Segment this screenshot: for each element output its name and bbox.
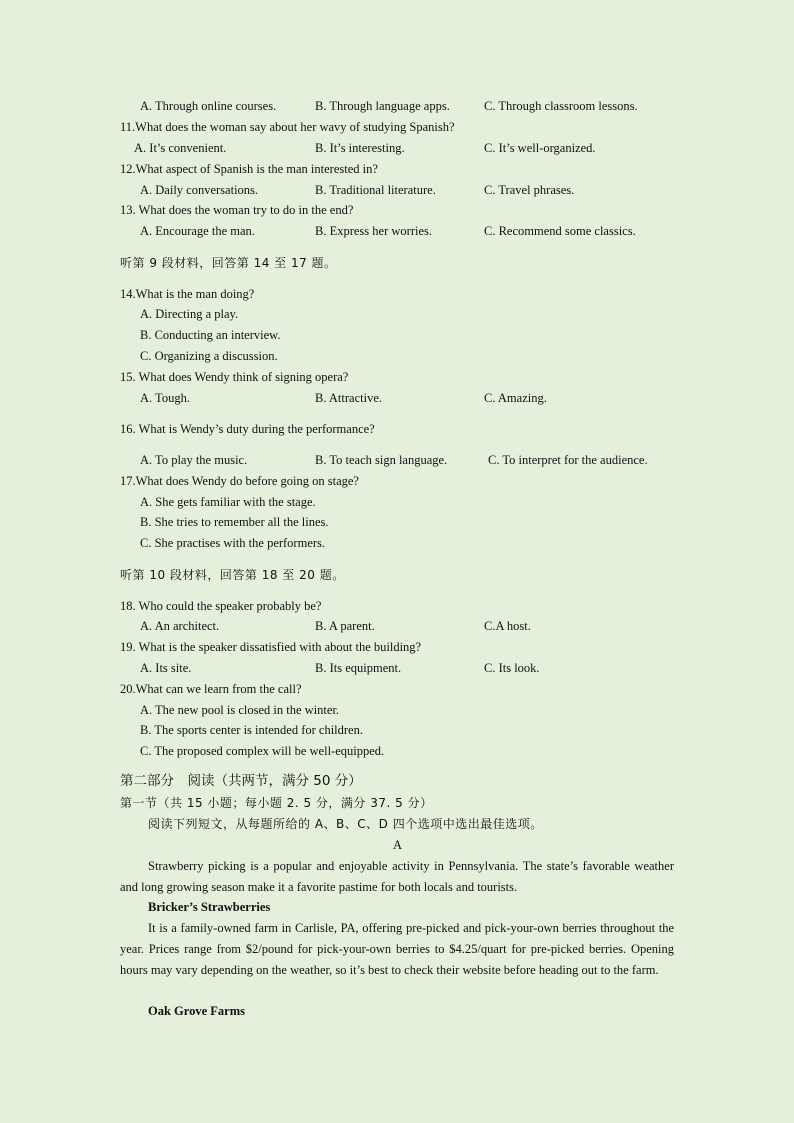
section-10-instruction: 听第 10 段材料，回答第 18 至 20 题。 — [120, 568, 345, 582]
q20-option-a: A. The new pool is closed in the winter. — [140, 703, 340, 717]
passage-heading-oak-grove: Oak Grove Farms — [148, 1004, 245, 1018]
q10-option-a: A. Through online courses. — [140, 99, 277, 113]
part-2-subtitle: 第一节（共 15 小题；每小题 2. 5 分，满分 37. 5 分） — [120, 796, 433, 810]
part-2-title: 第二部分 阅读（共两节，满分 50 分） — [120, 773, 362, 789]
q17-stem: 17.What does Wendy do before going on stage? — [120, 474, 359, 488]
q16-option-a: A. To play the music. — [140, 453, 248, 467]
section-9-instruction: 听第 9 段材料，回答第 14 至 17 题。 — [120, 256, 337, 270]
q12-option-a: A. Daily conversations. — [140, 183, 259, 197]
part-2-instruction: 阅读下列短文，从每题所给的 A、B、C、D 四个选项中选出最佳选项。 — [148, 817, 543, 831]
q20-option-b: B. The sports center is intended for children. — [140, 723, 363, 737]
q19-option-c: C. Its look. — [484, 661, 540, 675]
q20-stem: 20.What can we learn from the call? — [120, 682, 302, 696]
q13-option-b: B. Express her worries. — [315, 224, 432, 238]
q18-option-c: C.A host. — [484, 619, 531, 633]
q16-option-c: C. To interpret for the audience. — [488, 453, 648, 467]
q14-option-a: A. Directing a play. — [140, 307, 239, 321]
q10-option-b: B. Through language apps. — [315, 99, 450, 113]
q14-stem: 14.What is the man doing? — [120, 287, 255, 301]
q15-option-b: B. Attractive. — [315, 391, 382, 405]
q16-stem: 16. What is Wendy’s duty during the performance? — [120, 422, 375, 436]
q12-option-b: B. Traditional literature. — [315, 183, 436, 197]
q19-option-a: A. Its site. — [140, 661, 192, 675]
passage-label: A — [393, 838, 403, 852]
q18-option-a: A. An architect. — [140, 619, 220, 633]
q12-option-c: C. Travel phrases. — [484, 183, 575, 197]
q17-option-c: C. She practises with the performers. — [140, 536, 326, 550]
q15-option-a: A. Tough. — [140, 391, 190, 405]
q17-option-b: B. She tries to remember all the lines. — [140, 515, 329, 529]
q15-option-c: C. Amazing. — [484, 391, 547, 405]
q12-stem: 12.What aspect of Spanish is the man interested in? — [120, 162, 378, 176]
q11-option-b: B. It’s interesting. — [315, 141, 405, 155]
q13-stem: 13. What does the woman try to do in the end? — [120, 203, 354, 217]
q16-option-b: B. To teach sign language. — [315, 453, 448, 467]
q20-option-c: C. The proposed complex will be well-equipped. — [140, 744, 385, 758]
q10-option-c: C. Through classroom lessons. — [484, 99, 638, 113]
q11-option-a: A. It’s convenient. — [134, 141, 227, 155]
q11-option-c: C. It’s well-organized. — [484, 141, 596, 155]
q13-option-a: A. Encourage the man. — [140, 224, 255, 238]
passage-paragraph-2: It is a family-owned farm in Carlisle, PA, offering pre-picked and pick-your-own berries throughout the year. Prices range from $2/pound for pick-your-own berries to $4.25/quart for pre-picked berries. Opening hours may vary depending on the weather, so it’s best to check their website before heading out to the farm. — [120, 921, 674, 977]
q17-option-a: A. She gets familiar with the stage. — [140, 495, 316, 509]
q19-stem: 19. What is the speaker dissatisfied with about the building? — [120, 640, 422, 654]
q14-option-c: C. Organizing a discussion. — [140, 349, 278, 363]
q15-stem: 15. What does Wendy think of signing opera? — [120, 370, 349, 384]
q19-option-b: B. Its equipment. — [315, 661, 402, 675]
q13-option-c: C. Recommend some classics. — [484, 224, 636, 238]
q18-option-b: B. A parent. — [315, 619, 375, 633]
q14-option-b: B. Conducting an interview. — [140, 328, 281, 342]
passage-heading-brickers: Bricker’s Strawberries — [148, 900, 271, 914]
q18-stem: 18. Who could the speaker probably be? — [120, 599, 322, 613]
passage-paragraph-1: Strawberry picking is a popular and enjoyable activity in Pennsylvania. The state’s favorable weather and long growing season make it a favorite pastime for both locals and tourists. — [120, 859, 674, 894]
q11-stem: 11.What does the woman say about her wavy of studying Spanish? — [120, 120, 455, 134]
